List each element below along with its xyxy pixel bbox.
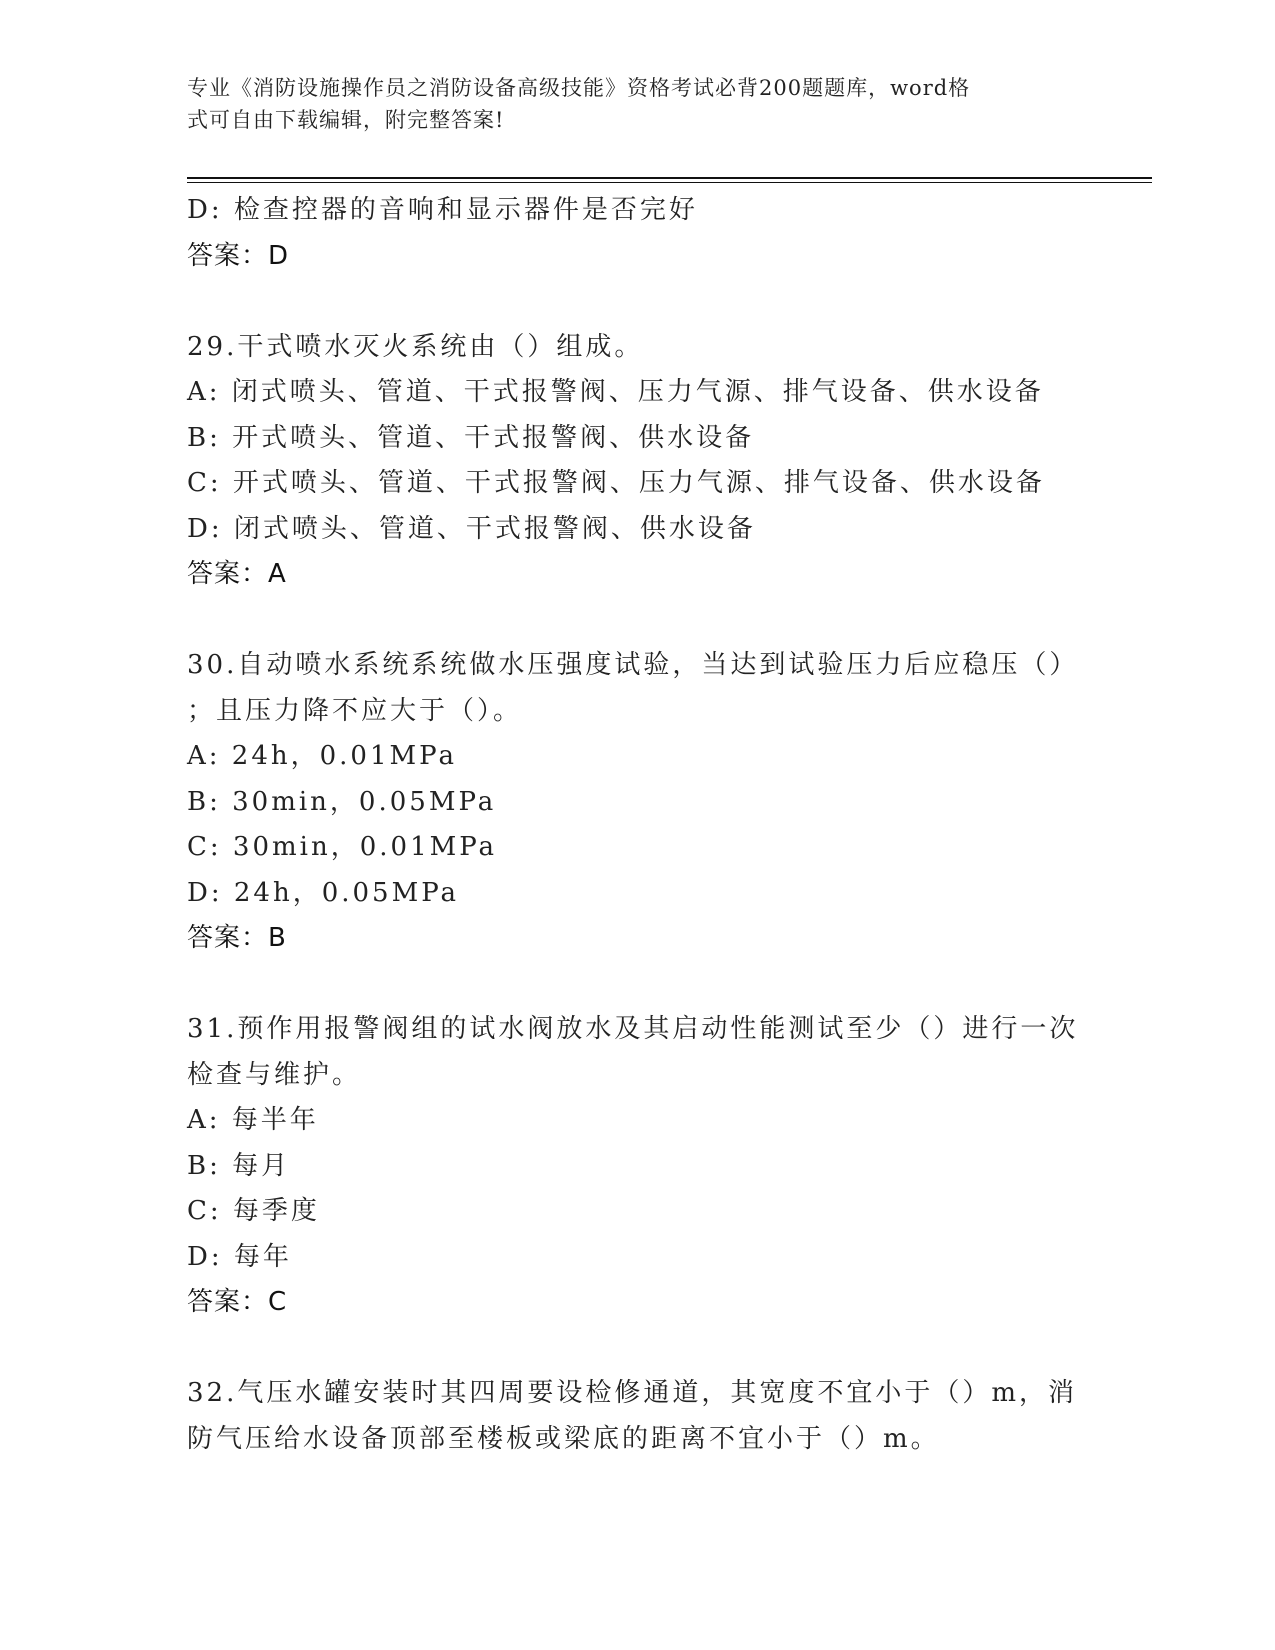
question-stem: 30.自动喷水系统系统做水压强度试验，当达到试验压力后应稳压（） xyxy=(187,650,1079,680)
question-30 xyxy=(187,643,1087,962)
spacer xyxy=(187,962,1087,1008)
option-c: C: 30min，0.01MPa xyxy=(187,832,498,862)
header-divider-thick xyxy=(187,177,1152,179)
option-b: B: 30min，0.05MPa xyxy=(187,786,497,817)
question-stem: 32.气压水罐安装时其四周要设检修通道，其宽度不宜小于（）m，消 xyxy=(187,1378,1078,1408)
header-line-1: 专业《消防设施操作员之消防设备高级技能》资格考试必背200题题库，word格 xyxy=(187,76,971,100)
option-d: D: 检查控器的音响和显示器件是否完好 xyxy=(187,195,698,225)
answer-line: 答案：C xyxy=(187,1287,288,1317)
answer-line: 答案：B xyxy=(187,923,287,953)
header-line-2: 式可自由下载编辑，附完整答案! xyxy=(187,108,505,132)
question-31 xyxy=(187,1007,1087,1326)
question-list xyxy=(187,188,1087,1462)
answer-line: 答案：A xyxy=(187,559,287,589)
question-stem-continued: ；且压力降不应大于（）。 xyxy=(187,695,523,726)
document-header xyxy=(187,72,1067,136)
option-a: A: 24h，0.01MPa xyxy=(187,741,457,771)
spacer xyxy=(187,598,1087,644)
option-c: C: 每季度 xyxy=(187,1196,320,1226)
question-32 xyxy=(187,1371,1087,1462)
spacer xyxy=(187,279,1087,325)
question-stem-continued: 检查与维护。 xyxy=(187,1059,362,1090)
option-a: A: 每半年 xyxy=(187,1105,319,1135)
question-stem: 29.干式喷水灭火系统由（）组成。 xyxy=(187,331,644,362)
question-stem: 31.预作用报警阀组的试水阀放水及其启动性能测试至少（）进行一次 xyxy=(187,1014,1079,1044)
option-d: D: 闭式喷头、管道、干式报警阀、供水设备 xyxy=(187,513,756,544)
option-d: D: 24h，0.05MPa xyxy=(187,877,460,908)
option-a: A: 闭式喷头、管道、干式报警阀、压力气源、排气设备、供水设备 xyxy=(187,377,1044,407)
spacer xyxy=(187,1326,1087,1372)
header-divider-thin xyxy=(187,182,1152,183)
option-b: B: 开式喷头、管道、干式报警阀、供水设备 xyxy=(187,422,755,453)
question-stem-continued: 防气压给水设备顶部至楼板或梁底的距离不宜小于（）m。 xyxy=(187,1423,940,1454)
question-29 xyxy=(187,325,1087,598)
option-c: C: 开式喷头、管道、干式报警阀、压力气源、排气设备、供水设备 xyxy=(187,468,1045,498)
option-b: B: 每月 xyxy=(187,1150,291,1181)
previous-question-tail xyxy=(187,188,1087,279)
option-d: D: 每年 xyxy=(187,1241,292,1272)
answer-line: 答案：D xyxy=(187,240,290,271)
